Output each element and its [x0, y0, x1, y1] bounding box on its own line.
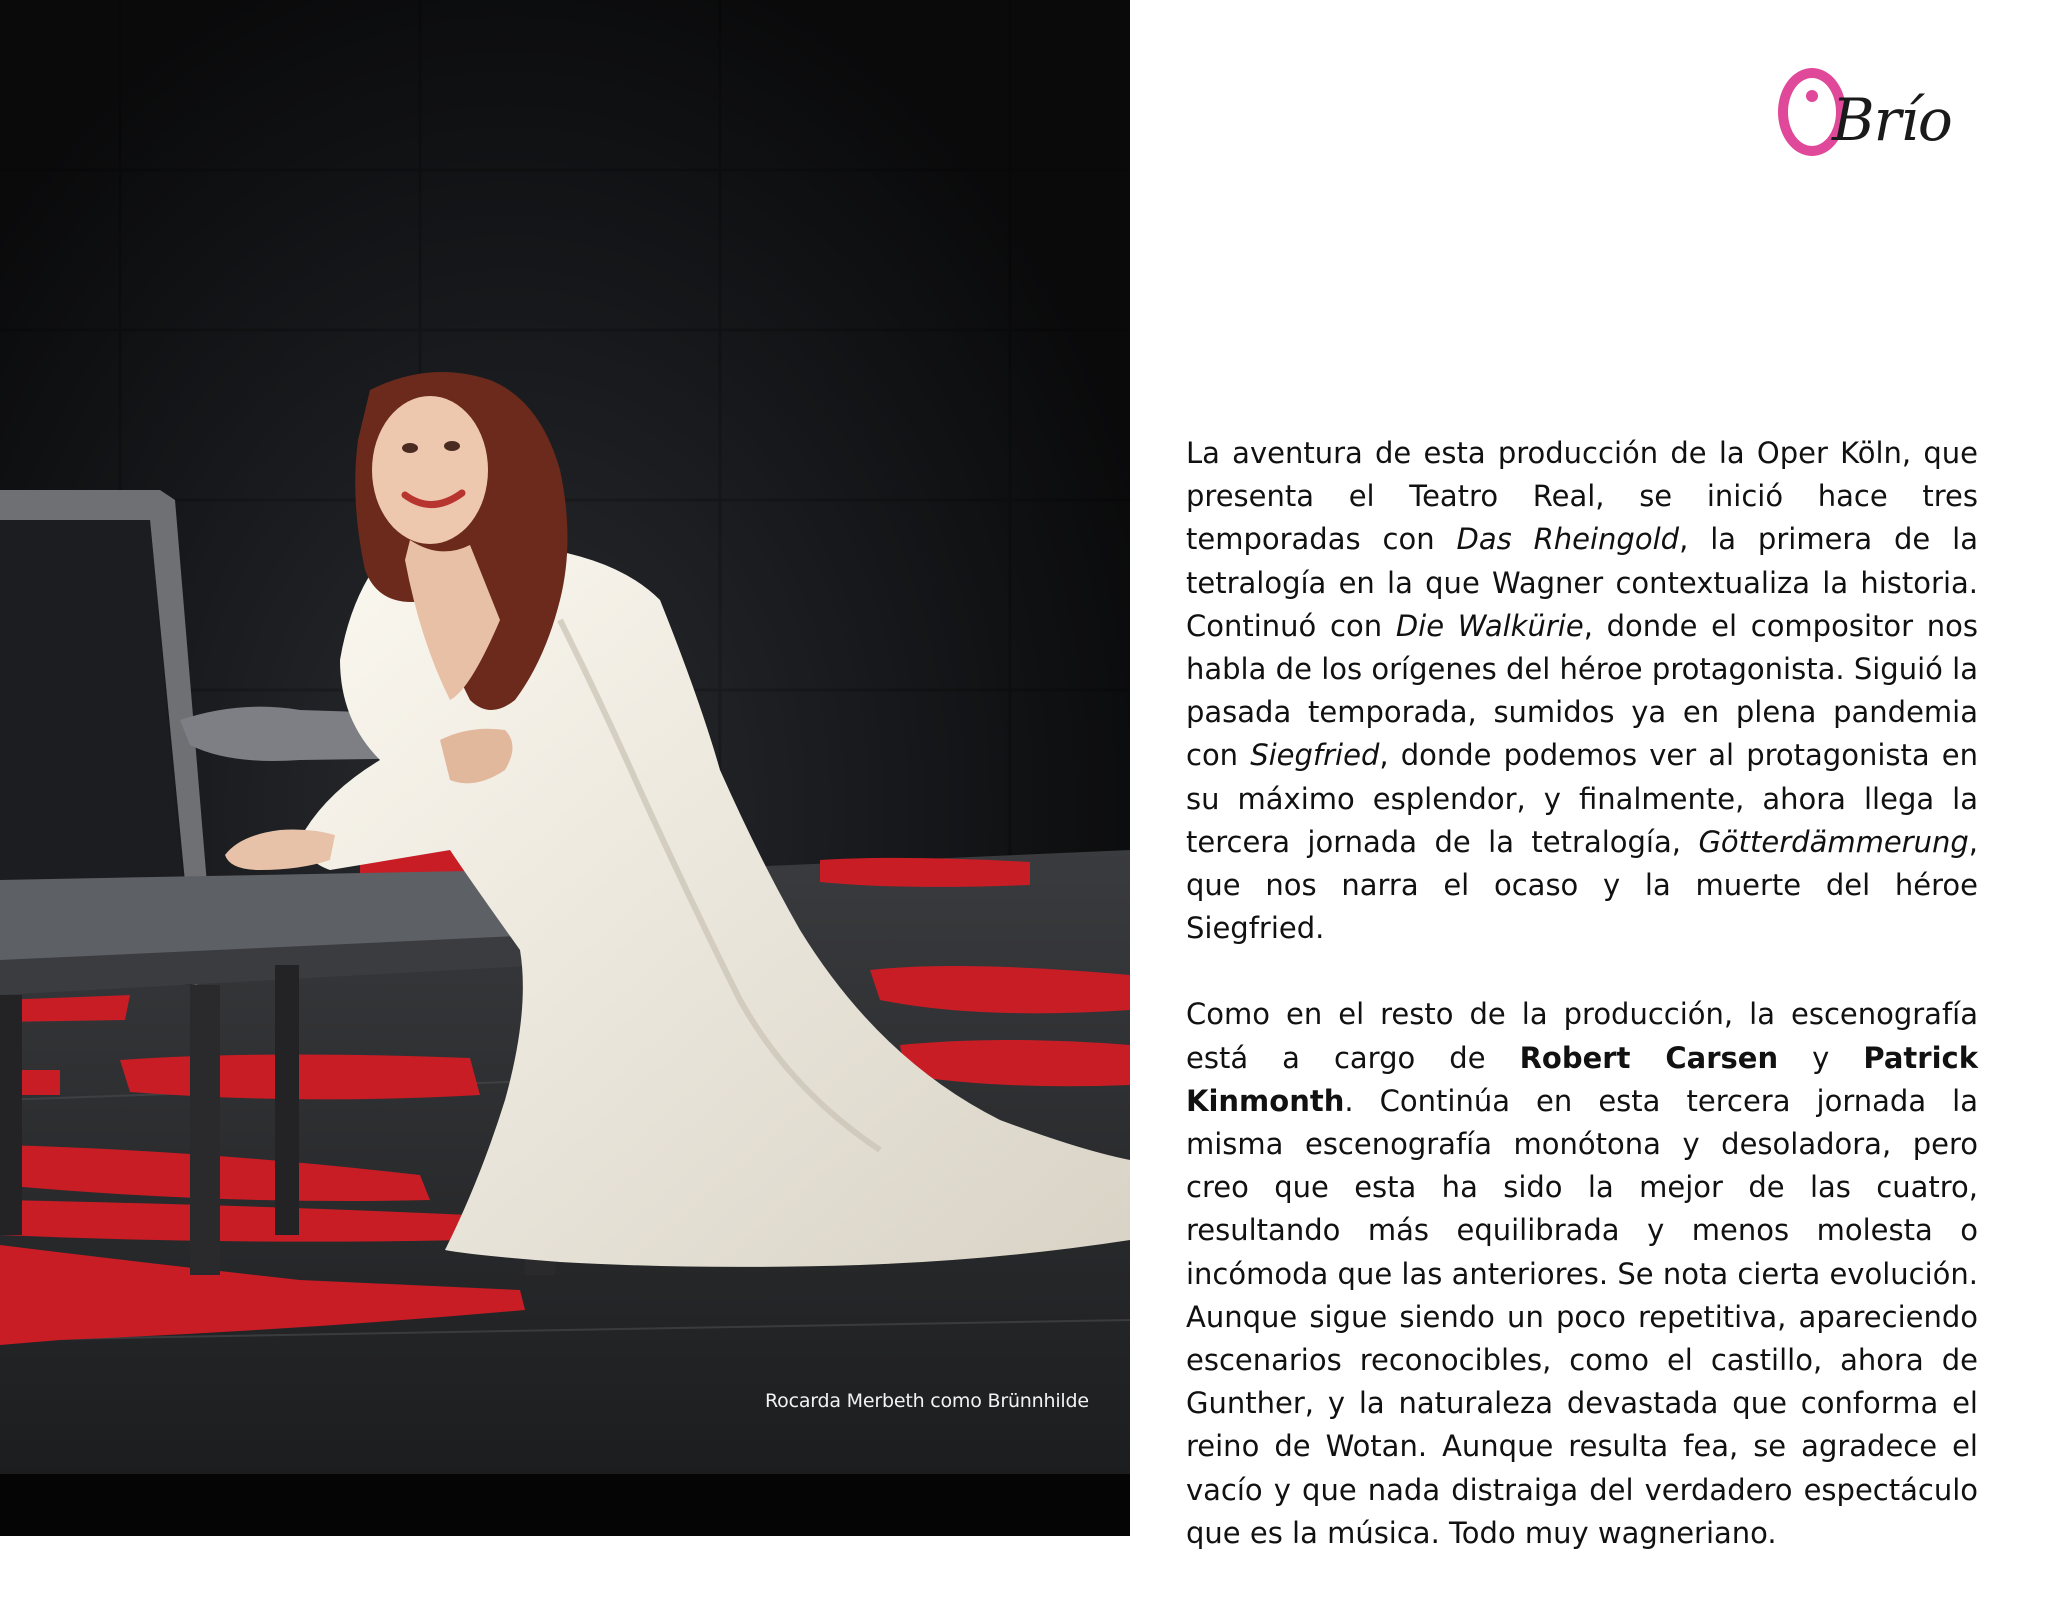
obrio-logo — [1778, 60, 1998, 180]
opera-title: Das Rheingold — [1456, 522, 1680, 557]
article-paragraph-1: La aventura de esta producción de la Oper Köln, que presenta el Teatro Real, se inició hace tres temporadas con Das Rheingold, la primera de la tetralogía en la que Wagner contextualiza la historia. Continuó con Die Walkürie, donde el compositor nos habla de los orígenes del héroe protagonista. Siguió la pasada temporada, sumidos ya en plena pandemia con Siegfried, donde podemos ver al protagonista en su máximo esplendor, y finalmente, ahora llega la tercera jornada de la tetralogía, Götterdämmerung, que nos narra el ocaso y la muerte del héroe Siegfried. — [1186, 436, 1979, 946]
photo-caption: Rocarda Merbeth como Brünnhilde — [765, 1390, 1089, 1412]
article-paragraph-2: Como en el resto de la producción, la escenografía está a cargo de Robert Carsen y Patrick Kinmonth. Continúa en esta tercera jornada la misma escenografía monótona y desoladora, pero creo que esta ha sido la mejor de las cuatro, resultando más equilibrada y menos molesta o incómoda que las anteriores. Se nota cierta evolución. Aunque sigue siendo un poco repetitiva, apareciendo escenarios reconocibles, como el castillo, ahora de Gunther, y la naturaleza devastada que conforma el reino de Wotan. Aunque resulta fea, se agradece el vacío y que nada distraiga del verdadero espectáculo que es la música. Todo muy wagneriano. — [1186, 997, 1979, 1550]
designer-name: Robert Carsen — [1519, 1040, 1779, 1075]
photo-bottom-band — [0, 1474, 1130, 1536]
logo-wordmark: Brío — [1832, 86, 1952, 154]
opera-title: Götterdämmerung — [1698, 824, 1969, 859]
opera-title: Die Walkürie — [1395, 608, 1584, 643]
designer-name: Patrick Kinmonth — [1186, 1040, 1979, 1118]
opera-title: Siegfried — [1250, 738, 1380, 773]
article-body — [1186, 432, 1978, 1598]
